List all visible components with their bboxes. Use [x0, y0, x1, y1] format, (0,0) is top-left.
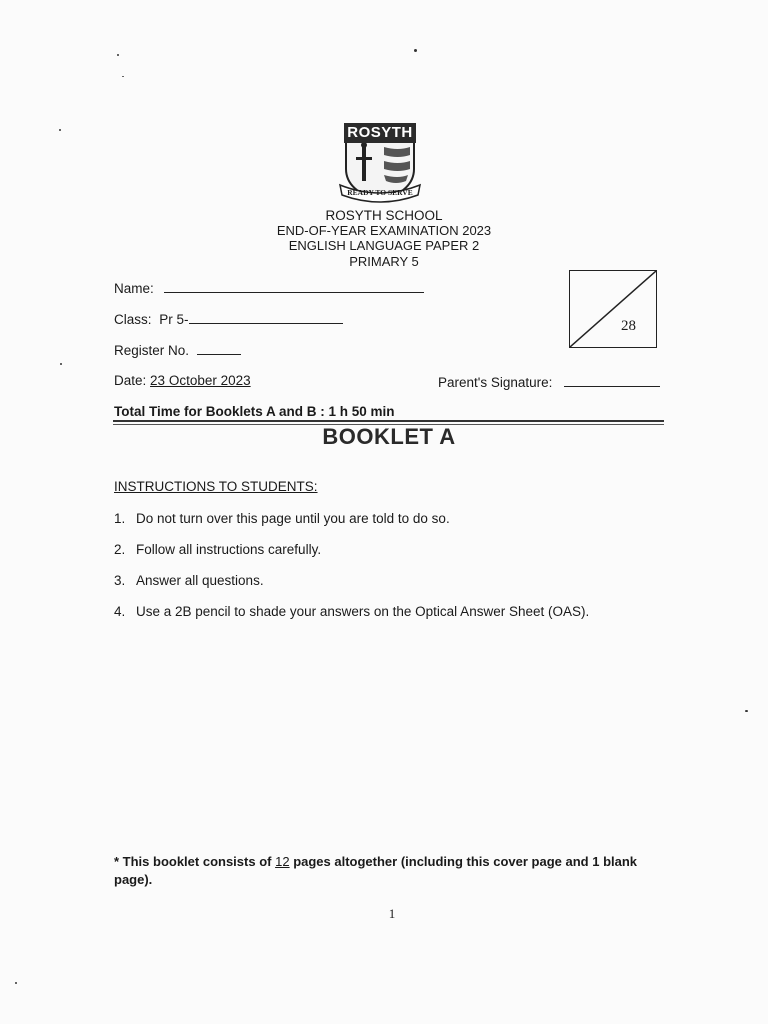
school-crest — [338, 121, 422, 207]
instruction-text: Use a 2B pencil to shade your answers on the Optical Answer Sheet (OAS). — [136, 604, 590, 619]
date-value: 23 October 2023 — [150, 373, 251, 388]
paper-title: ENGLISH LANGUAGE PAPER 2 — [288, 238, 480, 253]
instruction-item — [114, 542, 321, 557]
divider — [113, 420, 664, 422]
scan-speck — [117, 54, 119, 56]
total-time: Total Time for Booklets A and B : 1 h 50 min — [114, 404, 395, 419]
note-page-count: 12 — [275, 854, 290, 869]
scan-speck — [15, 982, 17, 984]
name-field — [114, 281, 424, 296]
note-suffix: pages altogether (including this cover page and 1 blank page). — [114, 854, 638, 887]
register-label: Register No. — [114, 343, 190, 358]
signature-label: Parent's Signature: — [438, 375, 553, 390]
scan-speck — [122, 76, 124, 77]
name-blank[interactable] — [164, 292, 424, 293]
instruction-item — [114, 604, 589, 619]
instruction-item — [114, 573, 264, 588]
instruction-text: Follow all instructions carefully. — [136, 542, 322, 557]
instruction-number: 2. — [114, 542, 126, 557]
signature-field — [438, 375, 660, 390]
note-prefix: * This booklet consists of — [114, 854, 272, 869]
booklet-title: BOOKLET A — [322, 424, 456, 449]
date-label: Date: — [114, 373, 147, 388]
score-box — [569, 270, 657, 348]
crest-banner: ROSYTH — [344, 123, 416, 143]
scan-speck — [59, 129, 61, 131]
name-label: Name: — [114, 281, 154, 296]
score-total: 28 — [621, 318, 636, 334]
scan-speck — [745, 710, 748, 712]
score-diagonal — [570, 271, 656, 347]
instruction-number: 3. — [114, 573, 126, 588]
exam-title: END-OF-YEAR EXAMINATION 2023 — [276, 223, 492, 238]
scan-speck — [60, 363, 62, 365]
level-title: PRIMARY 5 — [349, 254, 419, 269]
instructions-heading: INSTRUCTIONS TO STUDENTS: — [114, 479, 318, 494]
instruction-number: 4. — [114, 604, 126, 619]
signature-blank[interactable] — [564, 386, 660, 387]
page-number: 1 — [388, 906, 396, 921]
booklet-page-note — [114, 853, 654, 889]
class-value: Pr 5- — [159, 312, 189, 327]
date-field — [114, 373, 251, 388]
scan-speck — [414, 49, 417, 52]
instruction-number: 1. — [114, 511, 126, 526]
register-field — [114, 343, 241, 358]
class-label: Class: — [114, 312, 152, 327]
instruction-item — [114, 511, 450, 526]
class-blank[interactable] — [189, 323, 343, 324]
register-blank[interactable] — [197, 354, 241, 355]
instruction-text: Answer all questions. — [136, 573, 264, 588]
instruction-text: Do not turn over this page until you are told to do so. — [136, 511, 450, 526]
crest-motto: READY TO SERVE — [347, 188, 413, 197]
school-name: ROSYTH SCHOOL — [325, 208, 443, 223]
class-field — [114, 312, 343, 327]
